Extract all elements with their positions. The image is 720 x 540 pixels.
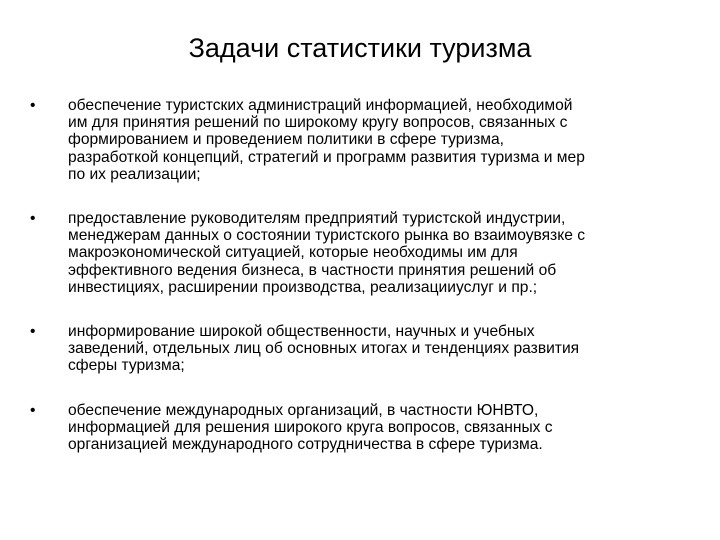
bullet-text: обеспечение туристских администраций информацией, необходимой им для принятия решений по широкому кругу вопросов, связанных с формированием и проведением политики в сфере туризма, разработкой концепций, стратегий и программ развития туризма и мер по их реализации; <box>68 97 585 183</box>
bullet-item <box>30 210 680 296</box>
bullet-item <box>30 323 680 375</box>
bullet-text: информирование широкой общественности, научных и учебных заведений, отдельных лиц об основных итогах и тенденциях развития сферы туризма; <box>68 323 580 375</box>
bullet-dot-icon: • <box>30 401 36 419</box>
bullet-text: предоставление руководителям предприятий туристской индустрии, менеджерам данных о состоянии туристского рынка во взаимоувязке с макроэкономической ситуацией, которые необходимы им для эффективного ведения бизнеса, в частности принятия решений об инвестициях, расширении производства, реализацииуслуг и пр.; <box>68 210 585 296</box>
bullet-list <box>30 97 680 480</box>
bullet-item <box>30 97 680 183</box>
slide-title: Задачи статистики туризма <box>188 33 532 63</box>
bullet-dot-icon: • <box>30 323 36 341</box>
bullet-item <box>30 402 680 454</box>
bullet-text: обеспечение международных организаций, в частности ЮНВТО, информацией для решения широкого круга вопросов, связанных с организацией международного сотрудничества в сфере туризма. <box>68 401 553 454</box>
bullet-dot-icon: • <box>30 97 36 114</box>
bullet-dot-icon: • <box>30 210 36 228</box>
